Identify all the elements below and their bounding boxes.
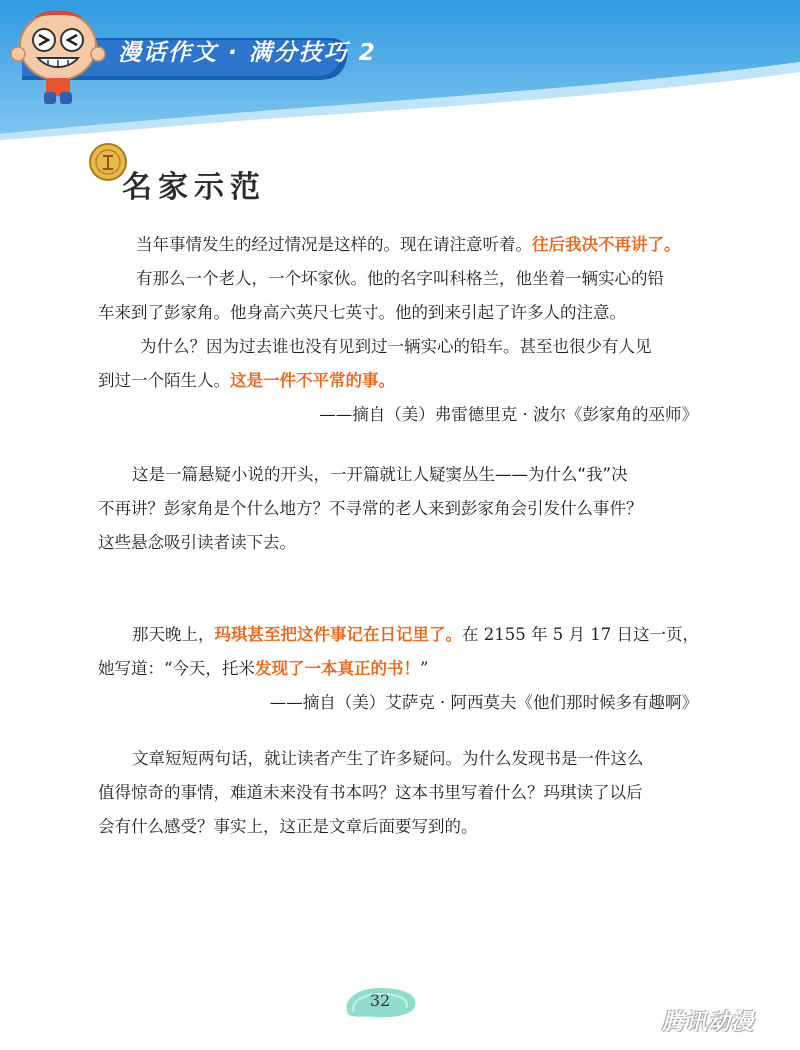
page-number-text: 32 bbox=[369, 991, 391, 1010]
highlight-text: 这是一件不平常的事。 bbox=[230, 371, 395, 390]
mascot-icon bbox=[8, 4, 108, 114]
excerpt-1-citation: ——摘自（美）弗雷德里克 · 波尔《彭家角的巫师》 bbox=[319, 405, 698, 424]
section-heading bbox=[88, 142, 488, 212]
highlight-text: 玛琪甚至把这件事记在日记里了。 bbox=[214, 625, 462, 644]
commentary-line: 这是一篇悬疑小说的开头，一开篇就让人疑窦丛生——为什么“我”决 bbox=[132, 465, 628, 484]
excerpt-2-line: 她写道：“今天，托米发现了一本真正的书！” bbox=[98, 659, 429, 678]
book-series-title: 漫话作文 · 满分技巧 2 bbox=[118, 40, 377, 66]
excerpt-1-line: 为什么？因为过去谁也没有见到过一辆实心的铅车。甚至也很少有人见 bbox=[140, 337, 652, 356]
commentary-line: 值得惊奇的事情，难道未来没有书本吗？这本书里写着什么？玛琪读了以后 bbox=[98, 783, 643, 802]
excerpt-1 bbox=[98, 228, 698, 432]
page-number bbox=[340, 984, 420, 1020]
commentary-line: 会有什么感受？事实上，这正是文章后面要写到的。 bbox=[98, 817, 478, 836]
excerpt-2-line: 那天晚上，玛琪甚至把这件事记在日记里了。在 2155 年 5 月 17 日这一页， bbox=[132, 625, 699, 644]
commentary-line: 文章短短两句话，就让读者产生了许多疑问。为什么发现书是一件这么 bbox=[132, 749, 644, 768]
highlight-text: 发现了一本真正的书！ bbox=[254, 659, 420, 678]
highlight-text: 往后我决不再讲了。 bbox=[532, 235, 681, 254]
header-wave bbox=[0, 0, 800, 140]
header-banner bbox=[0, 0, 800, 140]
excerpt-2 bbox=[98, 618, 698, 720]
excerpt-1-line: 有那么一个老人，一个坏家伙。他的名字叫科格兰，他坐着一辆实心的铅 bbox=[136, 269, 664, 288]
excerpt-1-line: 当年事情发生的经过情况是这样的。现在请注意听着。往后我决不再讲了。 bbox=[136, 235, 681, 254]
section-title: 名家示范 bbox=[122, 170, 266, 205]
excerpt-1-line: 车来到了彭家角。他身高六英尺七英寸。他的到来引起了许多人的注意。 bbox=[98, 303, 626, 322]
commentary-line: 这些悬念吸引读者读下去。 bbox=[98, 533, 296, 552]
excerpt-1-line: 到过一个陌生人。这是一件不平常的事。 bbox=[98, 371, 395, 390]
commentary-1 bbox=[98, 458, 698, 560]
commentary-2 bbox=[98, 742, 698, 844]
watermark-logo: 腾讯动漫 bbox=[662, 1010, 755, 1035]
commentary-line: 不再讲？彭家角是个什么地方？不寻常的老人来到彭家角会引发什么事件？ bbox=[98, 499, 643, 518]
excerpt-2-citation: ——摘自（美）艾萨克 · 阿西莫夫《他们那时候多有趣啊》 bbox=[269, 693, 698, 712]
